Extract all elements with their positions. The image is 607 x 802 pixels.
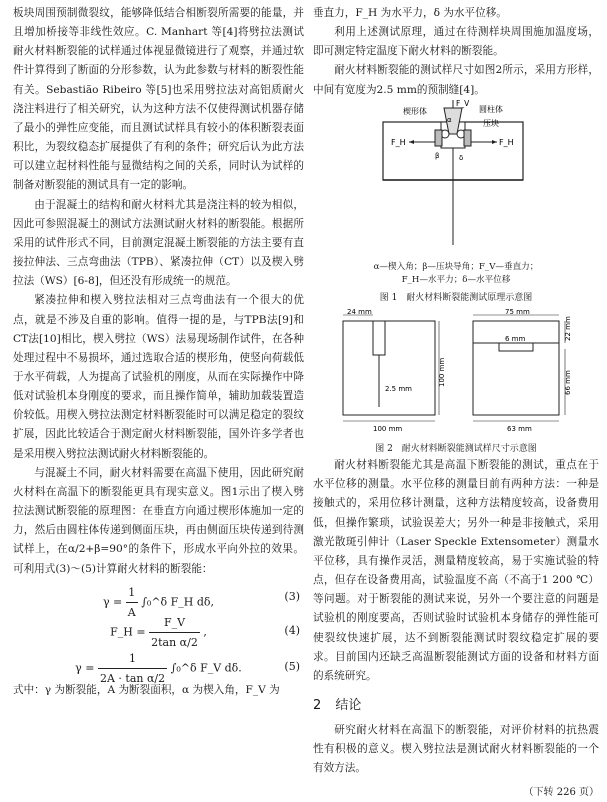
section-title: 结论: [335, 697, 362, 713]
right-column: [313, 4, 599, 802]
dim-63-label: 63 mm: [507, 424, 532, 433]
eq4-number: (4): [284, 623, 300, 637]
dim-22-label: 22 mm: [564, 316, 572, 341]
paragraph: 垂直力，F_H 为水平力，δ 为水平位移。: [313, 7, 507, 19]
dim-24-label: 24 mm: [347, 307, 372, 316]
specimen-front-view: [343, 321, 435, 415]
equation-5: [13, 645, 304, 685]
section-heading: [313, 696, 599, 715]
dim-6-label: 6 mm: [505, 334, 526, 343]
eq5-number: (5): [284, 659, 300, 673]
paragraph: 由于混凝土的结构和耐火材料尤其是浇注料的较为相似，因此可参照混凝土的测试方法测试耐火材料的断裂能。根据所采用的试件形式不同，目前测定混凝土断裂能的方法主要有直接拉伸法、三点弯曲法（TPB）、紧凑拉伸（CT）以及楔入劈拉法（WS）[6-8]，但还没有形成统一的规范。: [13, 198, 304, 288]
eq3-den: A: [127, 605, 136, 619]
figure-2-caption: 图 2 耐火材料断裂能测试样尺寸示意图: [375, 444, 537, 455]
figure-2-diagram: [313, 307, 599, 435]
figure-1: [313, 100, 599, 305]
fh-left-arrowhead: [409, 140, 414, 144]
eq3-num: 1: [126, 583, 138, 603]
paragraph: 研究耐火材料在高温下的断裂能，对评价材料的抗热震性有积极的意义。楔入劈拉法是测试耐火材料断裂能的一个有效方法。: [313, 724, 599, 775]
figure-1-diagram: [313, 100, 599, 252]
figure-1-legend: [313, 261, 599, 287]
figure-2: [313, 307, 599, 456]
section-number: 2: [313, 697, 322, 713]
front-groove: [373, 321, 385, 355]
label-fh-right: F_H: [499, 137, 514, 147]
label-fh-left: F_H: [391, 137, 406, 147]
dim-2-5-label: 2.5 mm: [385, 384, 412, 393]
label-fv: F_V: [456, 99, 470, 108]
label-roller: 圆柱体: [479, 104, 503, 114]
eq5-num: 1: [98, 649, 167, 669]
paragraph: 式中：γ 为断裂能，A 为断裂面积，α 为楔入角，F_V 为: [13, 683, 280, 696]
equation-3: [13, 579, 304, 619]
label-delta: δ: [459, 153, 464, 162]
left-column: [13, 4, 304, 700]
eq3-number: (3): [284, 589, 300, 603]
dim-75-label: 75 mm: [505, 307, 530, 316]
eq5-den: 2A · tan α/2: [99, 671, 166, 685]
figure-1-caption: 图 1 耐火材料断裂能测试原理示意图: [379, 292, 533, 303]
legend-line-1: α—楔入角；β—压块导角；F_V—垂直力；: [373, 261, 539, 272]
continued-note: （下转 226 页）: [523, 786, 599, 798]
eq5-fraction: [98, 649, 167, 688]
pressure-block-right: [464, 130, 471, 146]
label-block: 压块: [483, 118, 499, 128]
label-beta: β: [435, 151, 440, 160]
paragraph: 板块周围预制微裂纹，能够降低结合相断裂所需要的能量，并且增加桥接等非线性效应。C. Manhart 等[4]将劈拉法测试耐火材料断裂能的试样通过体视显微镜进行了观察，并通过软件计算得到了断面的分形参数，认为此参数与材料的断裂性能有关。Sebastião Ribeiro 等[5]也采用劈拉法对高铝质耐火浇注料进行了相关研究，认为这种方法不仅使得测试机器存储了最小的弹性应变能，而且测试试样具有较小的体积断裂表面积比，为裂纹稳态扩展提供了有利的条件；研究后认为此方法可以建立起材料性能与显微结构之间的关系，同时认为试样的制备对断裂能的测试具有一定的影响。: [13, 7, 304, 192]
side-slot: [499, 343, 533, 351]
eq3-lhs: γ =: [102, 595, 123, 609]
eq5-rhs: ∫₀^δ F_V dδ.: [170, 661, 242, 675]
eq4-lhs: F_H =: [110, 625, 146, 639]
paragraph: 耐火材料断裂能的测试样尺寸如图2所示，采用方形样，中间有宽度为2.5 mm的预制缝[4]。: [313, 64, 599, 96]
dim-100-v-label: 100 mm: [438, 357, 446, 387]
dim-66-label: 66 mm: [564, 370, 572, 395]
paragraph: 利用上述测试原理，通过在待测样块周围施加温度场，即可测定特定温度下耐火材料的断裂能。: [313, 26, 599, 58]
legend-line-2: F_H—水平力；δ—水平位移: [401, 274, 511, 285]
paragraph: 与混凝土不同，耐火材料需要在高温下使用，因此研究耐火材料在高温下的断裂能更具有现实意义。图1示出了楔入劈拉法测试断裂能的原理图：在垂直方向通过楔形体施加一定的力，然后由圆柱体传递到侧面压块，再由侧面压块传递到待测试样上，在α/2+β=90°的条件下，形成水平向外拉的效果。可利用式(3)～(5)计算耐火材料的断裂能：: [13, 466, 304, 575]
pressure-block-left: [435, 130, 442, 146]
dim-100-h-label: 100 mm: [373, 424, 403, 433]
label-alpha: α: [447, 115, 452, 124]
eq4-num: F_V: [149, 613, 200, 633]
equation-4: [13, 609, 304, 649]
paragraph: 紧凑拉伸和楔入劈拉法相对三点弯曲法有一个很大的优点，就是不涉及自重的影响。值得一提的是，与TPB法[9]和CT法[10]相比，楔入劈拉（WS）法易现场制作试件，在各种处理过程中不易损坏，通过选取合适的楔形角，使竖向荷载低于水平荷载，人为提高了试验机的刚度，从而在实际操作中降低对试验机本身刚度的要求，而且操作简单，辅助加载装置造价较低。用楔入劈拉法测定材料断裂能时可以满足稳定的裂纹扩展，因此比较适合于测定耐火材料断裂能，国外许多学者也是采用楔入劈拉法测试耐火材料断裂能的。: [13, 294, 304, 460]
eq4-tail: ,: [203, 625, 207, 639]
eq4-den: 2tan α/2: [151, 635, 198, 649]
eq5-lhs: γ =: [75, 661, 95, 675]
label-wedge: 楔形体: [403, 106, 427, 116]
paragraph: 耐火材料断裂能尤其是高温下断裂能的测试，重点在于水平位移的测量。水平位移的测量目前有两种方法：一种是接触式的，采用位移计测量，这种方法精度较高，设备费用低，但操作繁琐，试验误差大；另外一种是非接触式，采用激光散斑引伸计（Laser Speckle Extensometer）测量水平位移，具有操作灵活，测量精度较高，易于实施试验的特点，但存在设备费用高，试验温度不高（不高于1 200 ℃）等问题。对于断裂能的测试来说，另外一个要注意的问题是试验机的刚度要高，否则试验时试验机本身储存的弹性能可使裂纹快速扩展，达不到断裂能测试时裂纹稳定扩展的要求。目前国内还缺乏高温断裂能测试方面的设备和材料方面的系统研究。: [313, 459, 599, 682]
eq3-rhs: ∫₀^δ F_H dδ,: [141, 595, 215, 609]
fh-right-arrowhead: [492, 140, 497, 144]
